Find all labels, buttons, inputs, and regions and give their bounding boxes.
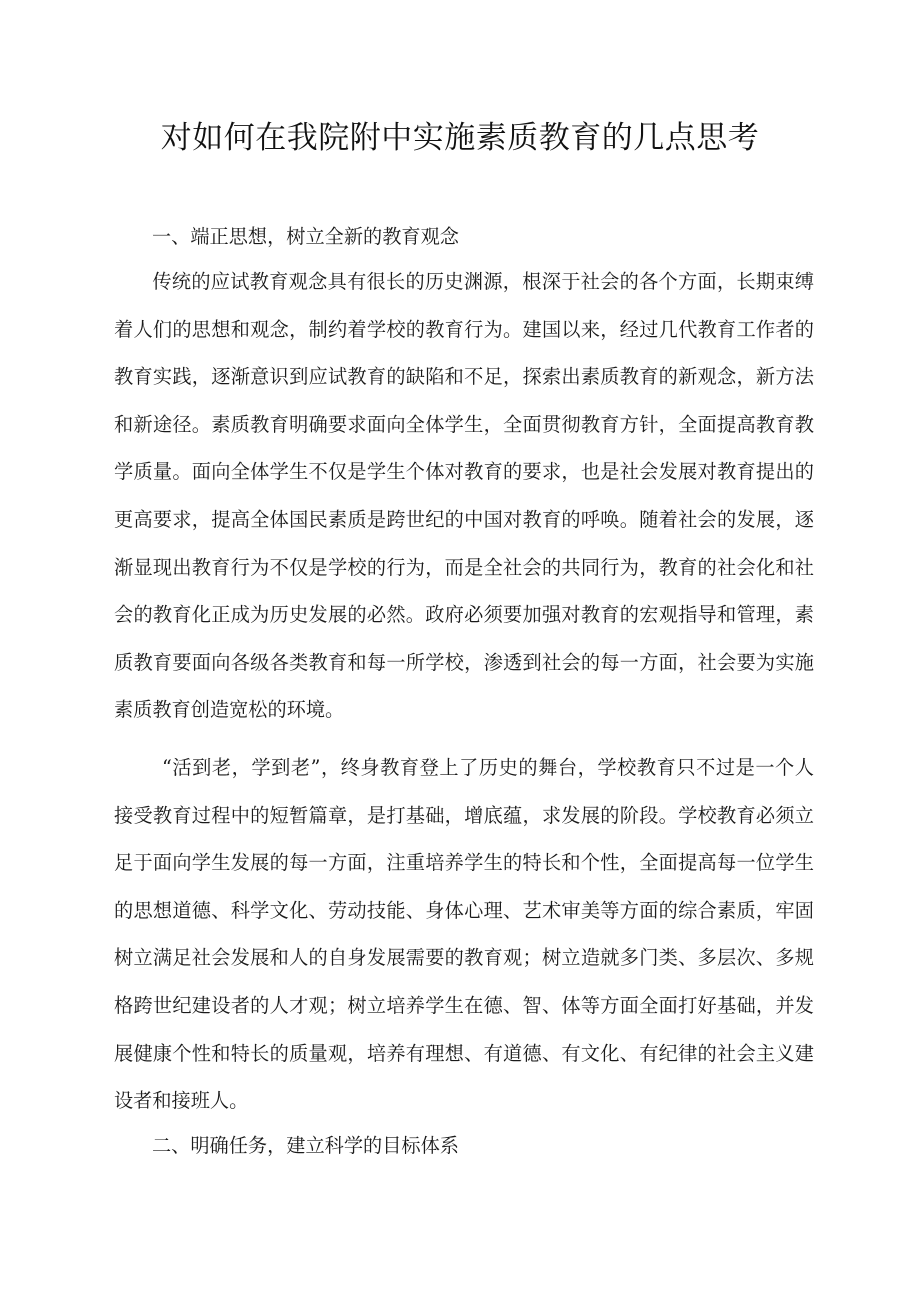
section-2-heading: 二、明确任务，建立科学的目标体系 [152, 1134, 459, 1157]
section-1-paragraph-1: 传统的应试教育观念具有很长的历史渊源，根深于社会的各个方面，长期束缚着人们的思想和观念，制约着学校的教育行为。建国以来，经过几代教育工作者的教育实践，逐渐意识到应试教育的缺陷和不足，探索出素质教育的新观念，新方法和新途径。素质教育明确要求面向全体学生，全面贯彻教育方针，全面提高教育教学质量。面向全体学生不仅是学生个体对教育的要求，也是社会发展对教育提出的更高要求，提高全体国民素质是跨世纪的中国对教育的呼唤。随着社会的发展，逐渐显现出教育行为不仅是学校的行为，而是全社会的共同行为，教育的社会化和社会的教育化正成为历史发展的必然。政府必须要加强对教育的宏观指导和管理，素质教育要面向各级各类教育和每一所学校，渗透到社会的每一方面，社会要为实施素质教育创造宽松的环境。 [114, 270, 814, 722]
section-1-heading: 一、端正思想，树立全新的教育观念 [152, 225, 459, 248]
document-title: 对如何在我院附中实施素质教育的几点思考 [160, 120, 760, 156]
section-1-paragraph-2: “活到老，学到老”，终身教育登上了历史的舞台，学校教育只不过是一个人接受教育过程中的短暂篇章，是打基础，增底蕴，求发展的阶段。学校教育必须立足于面向学生发展的每一方面，注重培养学生的特长和个性，全面提高每一位学生的思想道德、科学文化、劳动技能、身体心理、艺术审美等方面的综合素质，牢固树立满足社会发展和人的自身发展需要的教育观；树立造就多门类、多层次、多规格跨世纪建设者的人才观；树立培养学生在德、智、体等方面全面打好基础，并发展健康个性和特长的质量观，培养有理想、有道德、有文化、有纪律的社会主义建设者和接班人。 [114, 756, 814, 1113]
